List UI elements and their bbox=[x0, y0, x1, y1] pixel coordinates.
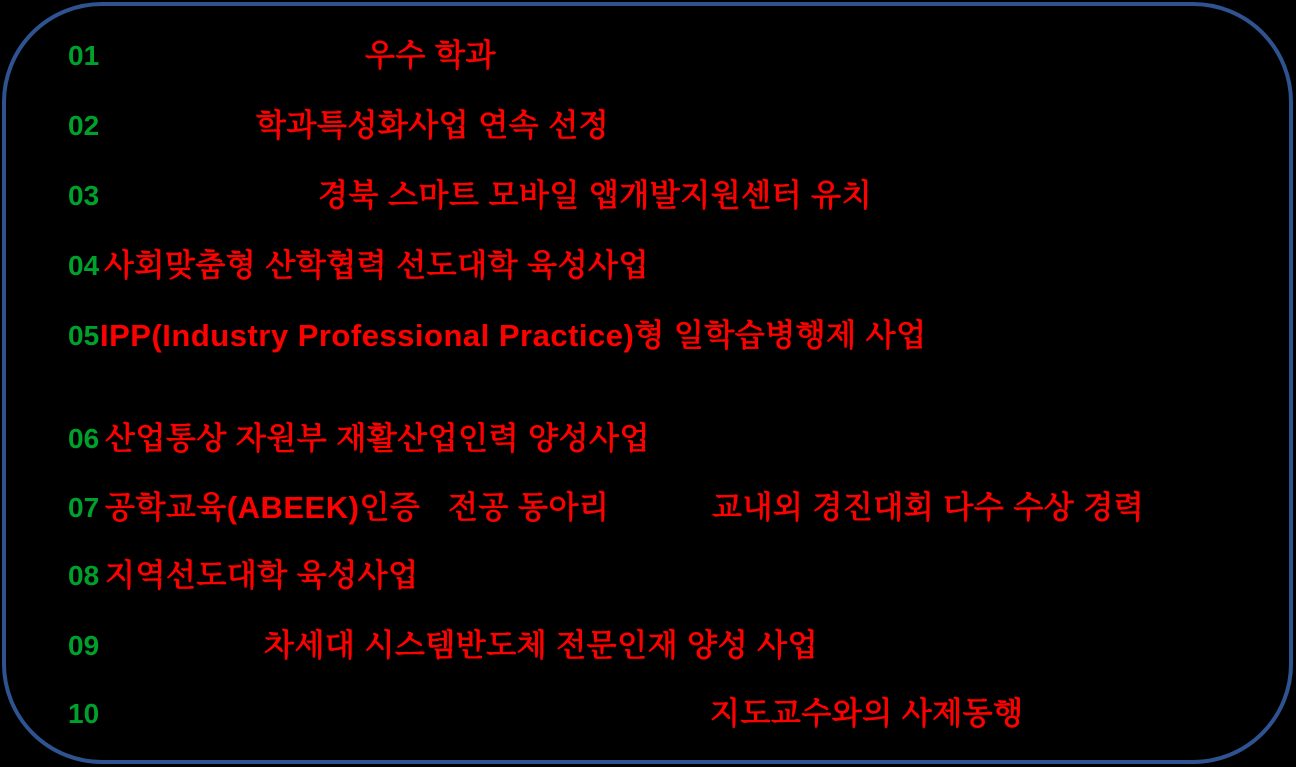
item-text: 차세대 시스템반도체 전문인재 양성 사업 bbox=[264, 628, 819, 663]
list-item-09 bbox=[0, 627, 1296, 665]
item-text: 교내외 경진대회 다수 수상 경력 bbox=[712, 490, 1145, 525]
item-text: 학과특성화사업 연속 선정 bbox=[256, 108, 610, 143]
list-item-07 bbox=[0, 489, 1296, 527]
list-item-06 bbox=[0, 420, 1296, 458]
item-number: 08 bbox=[68, 560, 100, 591]
item-number: 06 bbox=[68, 423, 100, 454]
list-item-03 bbox=[0, 177, 1296, 215]
item-number: 01 bbox=[68, 40, 100, 71]
item-text: 공학교육(ABEEK)인증 bbox=[105, 490, 421, 525]
list-item-10 bbox=[0, 695, 1296, 733]
list-item-08 bbox=[0, 557, 1296, 595]
item-number: 07 bbox=[68, 492, 100, 523]
list-item-05 bbox=[0, 317, 1296, 355]
item-number: 04 bbox=[68, 250, 100, 281]
item-text: 지도교수와의 사제동행 bbox=[710, 696, 1024, 731]
item-number: 05 bbox=[68, 320, 100, 351]
list-item-02 bbox=[0, 107, 1296, 145]
item-number: 03 bbox=[68, 180, 100, 211]
item-number: 02 bbox=[68, 110, 100, 141]
item-text: 우수 학과 bbox=[365, 38, 496, 73]
item-text: 경북 스마트 모바일 앱개발지원센터 유치 bbox=[318, 178, 873, 213]
item-text: 사회맞춤형 산학협력 선도대학 육성사업 bbox=[104, 248, 649, 283]
item-number: 10 bbox=[68, 698, 100, 729]
list-item-01 bbox=[0, 37, 1296, 75]
item-text: IPP(Industry Professional Practice)형 일학습병행제 사업 bbox=[100, 318, 927, 353]
item-text: 산업통상 자원부 재활산업인력 양성사업 bbox=[105, 421, 650, 456]
list-item-04 bbox=[0, 247, 1296, 285]
item-text: 전공 동아리 bbox=[448, 490, 610, 525]
item-text: 지역선도대학 육성사업 bbox=[105, 558, 419, 593]
item-number: 09 bbox=[68, 630, 100, 661]
